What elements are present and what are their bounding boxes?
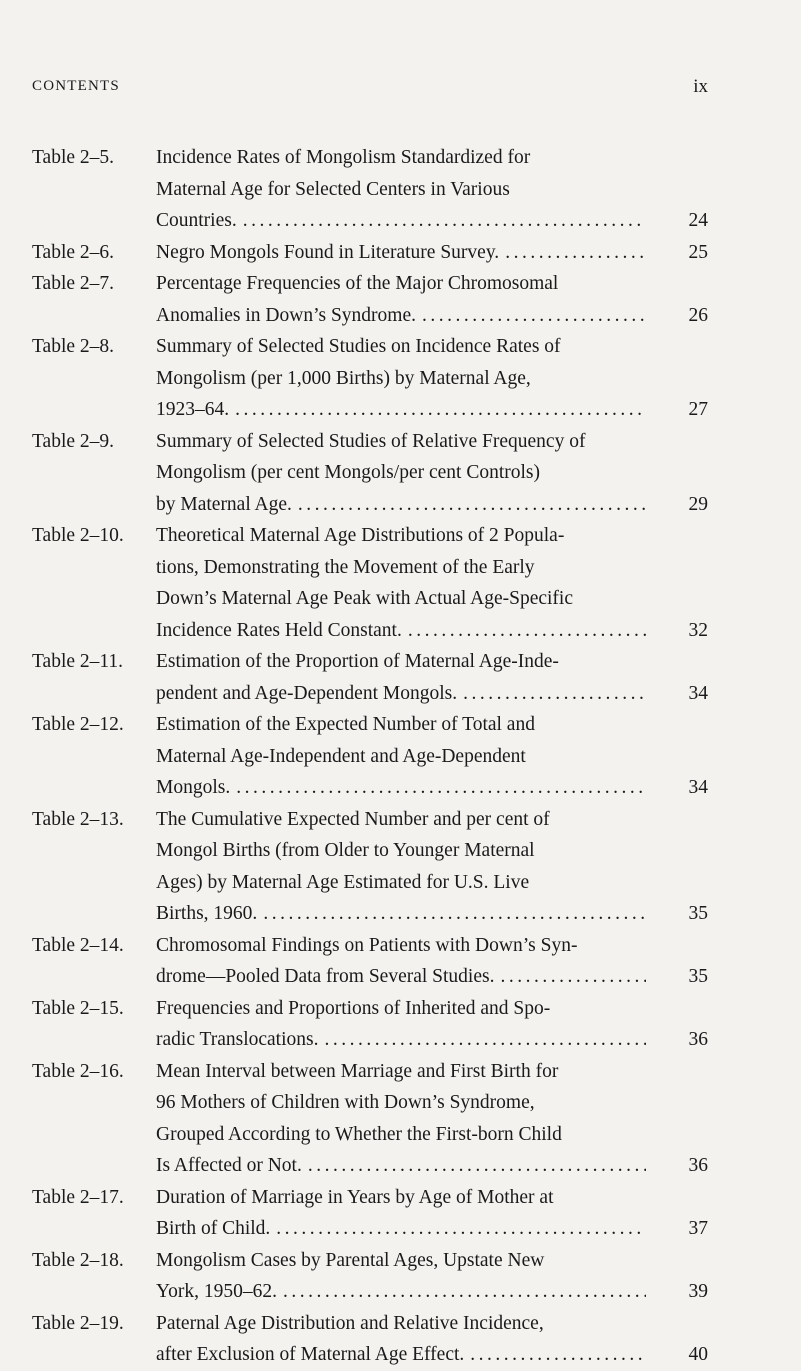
toc-entry-title <box>156 993 708 1056</box>
running-header-title: CONTENTS <box>32 78 120 94</box>
toc-entry-page-number: 39 <box>688 1281 708 1302</box>
toc-entry-page-number: 25 <box>688 241 708 263</box>
toc-entry <box>32 520 708 646</box>
toc-entry-line <box>156 394 650 426</box>
toc-entry-page-number: 35 <box>688 903 708 924</box>
toc-entry-line <box>156 1213 650 1245</box>
toc-entry-line-text: Negro Mongols Found in Literature Survey. <box>156 241 500 263</box>
toc-entry-line <box>156 772 650 804</box>
toc-entry-page-number: 29 <box>688 493 708 515</box>
dot-leader <box>298 489 646 521</box>
toc-entry-page-number: 34 <box>688 682 708 704</box>
toc-entry-label: Table 2–19. <box>32 1312 124 1334</box>
toc-entry-line: The Cumulative Expected Number and per cent of <box>156 808 550 830</box>
toc-entry-page-number: 32 <box>688 619 708 641</box>
toc-entry-line-text: drome—Pooled Data from Several Studies. <box>156 966 495 987</box>
dot-leader <box>243 205 646 237</box>
dot-leader <box>276 1213 646 1245</box>
toc-entry-page-number: 36 <box>688 1029 708 1050</box>
toc-entry-line: Incidence Rates of Mongolism Standardized for <box>156 147 531 168</box>
toc-entry-line-text: radic Translocations. <box>156 1029 319 1050</box>
running-header <box>32 78 708 102</box>
toc-entry-line: Mongolism (per 1,000 Births) by Maternal Age, <box>156 367 531 389</box>
toc-entry-line: Mongolism Cases by Parental Ages, Upstate New <box>156 1249 545 1271</box>
toc-entry-line <box>156 678 650 710</box>
toc-entry <box>32 237 708 269</box>
toc-entry-line <box>156 1150 650 1182</box>
toc-entry-line: Grouped According to Whether the First-born Child <box>156 1123 562 1145</box>
toc-entry-title <box>156 1182 708 1245</box>
toc-entry-line-text: Incidence Rates Held Constant. <box>156 619 402 641</box>
dot-leader <box>500 961 646 993</box>
toc-entry-line: Summary of Selected Studies of Relative Frequency of <box>156 430 586 452</box>
toc-entry-line-text: Countries. <box>156 210 237 231</box>
toc-entry-page-number: 27 <box>688 399 708 420</box>
toc-entry <box>32 1308 708 1371</box>
toc-entry-label: Table 2–10. <box>32 525 124 546</box>
toc-entry-line <box>156 1024 650 1056</box>
table-of-contents <box>32 142 708 1371</box>
toc-entry-title <box>156 426 708 521</box>
toc-entry-line <box>156 205 650 237</box>
dot-leader <box>308 1150 646 1182</box>
toc-entry-title <box>156 237 708 269</box>
toc-entry-line <box>156 237 650 269</box>
toc-entry-line-text: Birth of Child. <box>156 1218 271 1239</box>
toc-entry-line <box>156 1276 650 1308</box>
toc-entry-line: Duration of Marriage in Years by Age of Mother at <box>156 1186 554 1208</box>
toc-entry-line <box>156 300 650 332</box>
toc-entry-title <box>156 268 708 331</box>
toc-entry-line: Mongolism (per cent Mongols/per cent Controls) <box>156 462 540 483</box>
toc-entry-line: Estimation of the Proportion of Maternal Age-Inde- <box>156 651 559 672</box>
toc-entry <box>32 1056 708 1182</box>
toc-entry-line: Theoretical Maternal Age Distributions of 2 Popula- <box>156 525 565 546</box>
toc-entry-line-text: pendent and Age-Dependent Mongols. <box>156 682 458 704</box>
dot-leader <box>324 1024 646 1056</box>
toc-entry-line: Frequencies and Proportions of Inherited and Spo- <box>156 997 551 1019</box>
toc-entry-line: Mongol Births (from Older to Younger Maternal <box>156 840 535 861</box>
toc-entry-page-number: 40 <box>688 1344 708 1365</box>
toc-entry-page-number: 24 <box>688 210 708 231</box>
toc-entry-line: Chromosomal Findings on Patients with Down’s Syn- <box>156 934 578 956</box>
dot-leader <box>463 678 646 710</box>
toc-entry-line-text: York, 1950–62. <box>156 1281 277 1302</box>
toc-entry-title <box>156 709 708 804</box>
toc-entry-line: Ages) by Maternal Age Estimated for U.S. Live <box>156 871 530 893</box>
toc-entry-line-text: after Exclusion of Maternal Age Effect. <box>156 1344 465 1365</box>
toc-entry-title <box>156 930 708 993</box>
toc-entry-page-number: 35 <box>688 966 708 987</box>
toc-entry-label: Table 2–5. <box>32 147 115 168</box>
toc-entry <box>32 1182 708 1245</box>
toc-entry-line <box>156 1339 650 1371</box>
toc-entry <box>32 1245 708 1308</box>
toc-entry <box>32 709 708 804</box>
toc-entry-title <box>156 1308 708 1371</box>
toc-entry-line: Mean Interval between Marriage and First Birth for <box>156 1060 559 1082</box>
dot-leader <box>470 1339 646 1371</box>
toc-entry-line-text: 1923–64. <box>156 399 230 420</box>
toc-entry-line-text: Mongols. <box>156 777 231 798</box>
dot-leader <box>263 898 646 930</box>
toc-entry <box>32 804 708 930</box>
toc-entry-label: Table 2–9. <box>32 430 115 452</box>
toc-entry-page-number: 36 <box>688 1155 708 1176</box>
dot-leader <box>236 772 646 804</box>
toc-entry-label: Table 2–16. <box>32 1060 124 1082</box>
toc-entry <box>32 331 708 426</box>
dot-leader <box>505 237 646 269</box>
toc-entry <box>32 268 708 331</box>
toc-entry-page-number: 26 <box>688 304 708 326</box>
toc-entry-line: Summary of Selected Studies on Incidence Rates of <box>156 336 561 357</box>
toc-entry-line: Estimation of the Expected Number of Total and <box>156 714 535 735</box>
toc-entry-line: Maternal Age-Independent and Age-Dependent <box>156 745 526 767</box>
toc-entry-line: Maternal Age for Selected Centers in Various <box>156 178 510 200</box>
toc-entry-label: Table 2–15. <box>32 997 124 1019</box>
toc-entry-page-number: 34 <box>688 777 708 798</box>
toc-entry-line: 96 Mothers of Children with Down’s Syndrome, <box>156 1092 535 1113</box>
toc-entry-label: Table 2–13. <box>32 808 124 830</box>
toc-entry-line-text: by Maternal Age. <box>156 493 292 515</box>
toc-entry-title <box>156 142 708 237</box>
toc-entry-title <box>156 331 708 426</box>
toc-entry-label: Table 2–7. <box>32 273 115 294</box>
toc-entry-line-text: Births, 1960. <box>156 903 258 924</box>
toc-entry-line <box>156 898 650 930</box>
toc-entry-label: Table 2–18. <box>32 1249 124 1271</box>
page-number: ix <box>693 76 708 97</box>
toc-entry-title <box>156 1245 708 1308</box>
toc-entry-label: Table 2–11. <box>32 651 124 672</box>
toc-entry <box>32 646 708 709</box>
toc-entry-page-number: 37 <box>688 1218 708 1239</box>
toc-entry-line-text: Anomalies in Down’s Syndrome. <box>156 304 416 326</box>
toc-entry <box>32 426 708 521</box>
toc-entry <box>32 993 708 1056</box>
toc-entry-line-text: Is Affected or Not. <box>156 1155 302 1176</box>
toc-entry-label: Table 2–12. <box>32 714 124 735</box>
toc-entry-line <box>156 615 650 647</box>
toc-entry-label: Table 2–14. <box>32 934 124 956</box>
toc-entry-label: Table 2–6. <box>32 241 115 263</box>
dot-leader <box>283 1276 646 1308</box>
toc-entry-line: Paternal Age Distribution and Relative Incidence, <box>156 1312 544 1334</box>
toc-entry-title <box>156 646 708 709</box>
toc-entry-line: Percentage Frequencies of the Major Chromosomal <box>156 273 559 294</box>
toc-entry-label: Table 2–17. <box>32 1186 124 1208</box>
toc-entry <box>32 142 708 237</box>
toc-entry-line <box>156 961 650 993</box>
toc-entry <box>32 930 708 993</box>
toc-entry-line: Down’s Maternal Age Peak with Actual Age-Specific <box>156 588 573 609</box>
toc-entry-title <box>156 1056 708 1182</box>
dot-leader <box>408 615 646 647</box>
toc-entry-title <box>156 804 708 930</box>
dot-leader <box>422 300 646 332</box>
toc-entry-title <box>156 520 708 646</box>
toc-entry-line <box>156 489 650 521</box>
toc-entry-line: tions, Demonstrating the Movement of the Early <box>156 556 535 578</box>
dot-leader <box>235 394 646 426</box>
toc-entry-label: Table 2–8. <box>32 336 115 357</box>
